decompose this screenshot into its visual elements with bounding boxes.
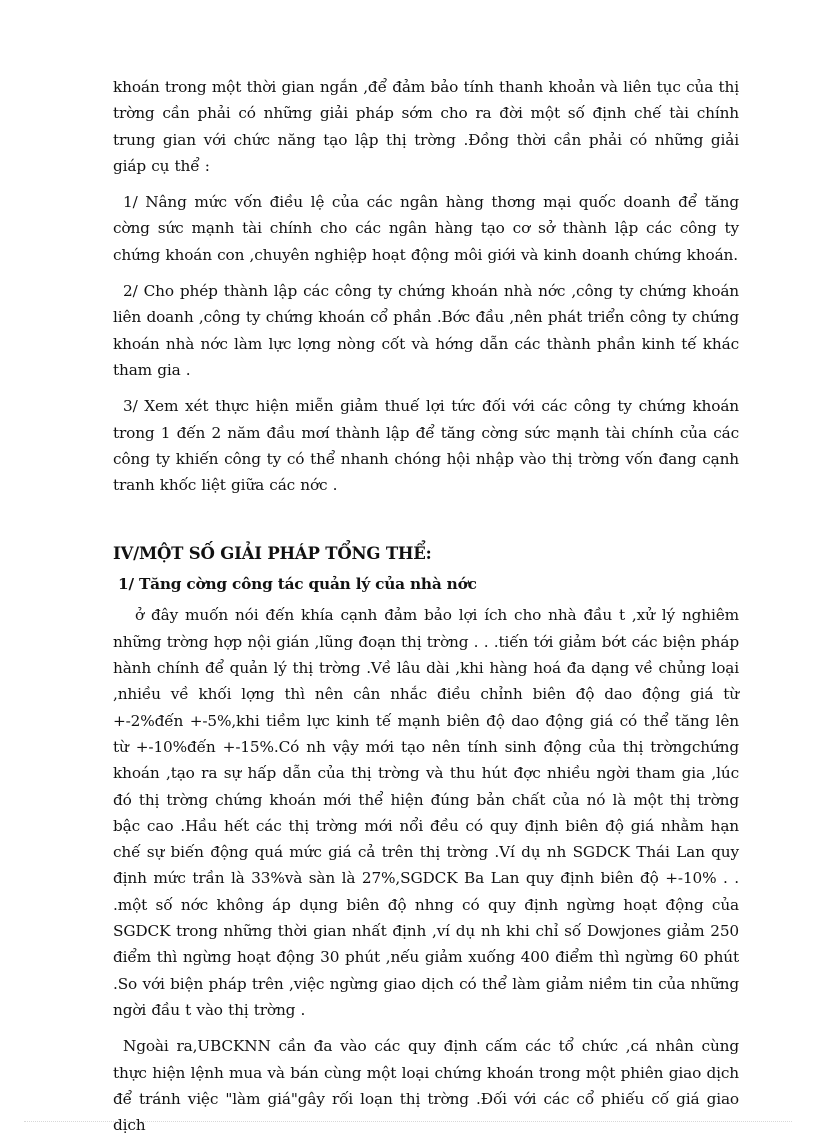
body-paragraph: 3/ Xem xét thực hiện miễn giảm thuế lợi tức đối với các công ty chứng khoán trong 1 đến 2 năm đầu mơí thành lập để tăng cờng sức mạnh tài chính của các công ty khiến công ty có thể nhanh chóng hội nhập vào thị trờng vốn đang cạnh tranh khốc liệt giữa các nớc . — [113, 397, 739, 495]
section-heading: IV/MỘT SỐ GIẢI PHÁP TỔNG THỂ: — [113, 544, 432, 564]
subsection-heading: 1/ Tăng cờng công tác quản lý của nhà nớc — [118, 575, 477, 594]
page-bottom-divider — [24, 1121, 792, 1122]
body-paragraph: 2/ Cho phép thành lập các công ty chứng khoán nhà nớc ,công ty chứng khoán liên doanh ,công ty chứng khoán cổ phần .Bớc đầu ,nên phát triển công ty chứng khoán nhà nớc làm lực lợng nòng cốt và hớng dẫn các thành phần kinh tế khác tham gia . — [113, 282, 739, 379]
body-paragraph: khoán trong một thời gian ngắn ,để đảm bảo tính thanh khoản và liên tục của thị trờng cần phải có những giải pháp sớm cho ra đời một số định chế tài chính trung gian với chức năng tạo lập thị trờng .Đồng thời cần phải có những giải giáp cụ thể : — [113, 78, 739, 175]
body-paragraph: Ngoài ra,UBCKNN cần đa vào các quy định cấm các tổ chức ,cá nhân cùng thực hiện lệnh mua và bán cùng một loại chứng khoán trong một phiên giao dịch để tránh việc "làm giá"gây rối loạn thị trờng .Đối với các cổ phiếu cố giá giao dịch — [113, 1037, 739, 1135]
body-paragraph: ở đây muốn nói đến khía cạnh đảm bảo lợi ích cho nhà đầu t ,xử lý nghiêm những trờng hợp nội gián ,lũng đoạn thị trờng . . .tiến tới giảm bớt các biện pháp hành chính để quản lý thị trờng .Về lâu dài ,khi hàng hoá đa dạng về chủng loại ,nhiều về khối lợng thì nên cân nhắc điều chỉnh biên độ dao động giá từ +-2%đến +-5%,khi tiềm lực kinh tế mạnh biên độ dao động giá có thể tăng lên từ +-10%đến +-15%.Có nh vậy mới tạo nên tính sinh động của thị trờngchứng khoán ,tạo ra sự hấp dẫn của thị trờng và thu hút đợc nhiều ngời tham gia ,lúc đó thị trờng chứng khoán mới thể hiện đúng bản chất của nó là một thị trờng bậc cao .Hầu hết các thị trờng mới nổi đều có quy định biên độ giá nhằm hạn chế sự biến động quá mức giá cả trên thị trờng .Ví dụ nh SGDCK Thái Lan quy định mức trần là 33%và sàn là 27%,SGDCK Ba Lan quy định biên độ +-10% . . .một số nớc không áp dụng biên độ nhng có quy định ngừng hoạt động của SGDCK trong những thời gian nhất định ,ví dụ nh khi chỉ số Dowjones giảm 250 điểm thì ngừng hoạt động 30 phút ,nếu giảm xuống 400 điểm thì ngừng 60 phút .So với biện pháp trên ,việc ngừng giao dịch có thể làm giảm niềm tin của những ngời đầu t vào thị trờng . — [113, 606, 739, 1019]
body-paragraph: 1/ Nâng mức vốn điều lệ của các ngân hàng thơng mại quốc doanh để tăng cờng sức mạnh tài chính cho các ngân hàng tạo cơ sở thành lập các công ty chứng khoán con ,chuyên nghiệp hoạt động môi giới và kinh doanh chứng khoán. — [113, 193, 739, 264]
document-page — [113, 74, 739, 1138]
